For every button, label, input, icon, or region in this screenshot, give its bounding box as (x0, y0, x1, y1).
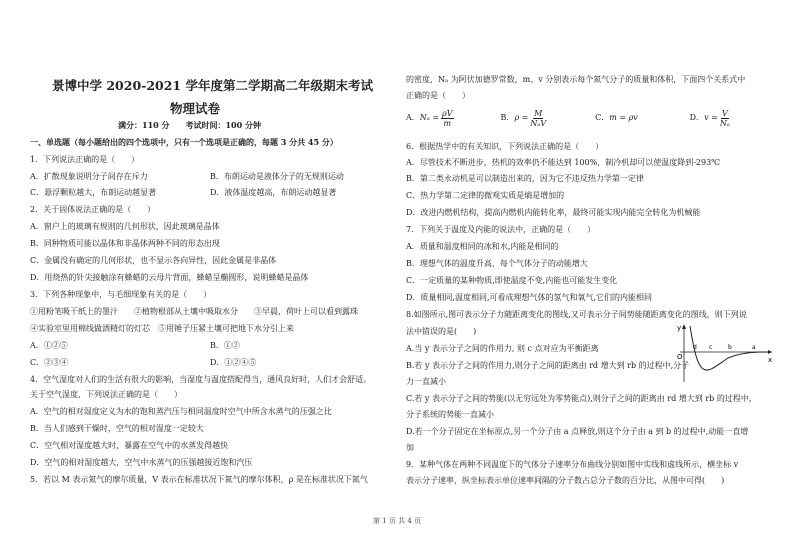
q3-options-row2 (30, 358, 256, 368)
q5-option-c[interactable]: C．m = ρv (595, 113, 638, 122)
q5-stem-line3: 正确的是（ ） (406, 91, 470, 100)
q3-option-c[interactable]: C．②③④ (30, 358, 69, 367)
q1-option-b[interactable]: B．布朗运动是液体分子的无规则运动 (210, 172, 344, 181)
page-footer: 第 1 页 共 4 页 (372, 517, 422, 525)
q3-option-a[interactable]: A．①②⑤ (30, 341, 68, 350)
q6-option-b[interactable]: B．第二类永动机是可以制造出来的，因为它不违反热力学第一定律 (406, 174, 644, 183)
q3-options-row1 (30, 341, 240, 351)
q4-option-a[interactable]: A．空气的相对湿度定义为水的饱和蒸汽压与相同温度时空气中所含水蒸气的压强之比 (30, 407, 332, 416)
q2-option-c[interactable]: C．金属没有确定的几何形状，也不显示各向异性，因此金属是非晶体 (30, 256, 277, 265)
q9-stem-line2: 表示分子速率，纵坐标表示单位速率间隔的分子数占总分子数的百分比，从图中可得( ) (406, 476, 725, 485)
q1-option-a[interactable]: A．扩散现象说明分子间存在斥力 (30, 172, 148, 181)
q5-stem-line2: 的密度，Nₐ 为阿伏加德罗常数，m、v 分别表示每个氮气分子的质量和体积，下面四个关系式中 (406, 75, 746, 84)
q4-option-d[interactable]: D．空气的相对湿度越大，空气中水蒸气的压强越接近饱和汽压 (30, 458, 253, 467)
q8-option-a[interactable]: A.当 y 表示分子之间的作用力, 则 c 点对应为平衡距离 (406, 344, 599, 353)
q5-option-d[interactable]: D．v = $\frac{V}{\text{Nₐ}}$ (689, 108, 730, 128)
graph-point-b: b (728, 344, 732, 351)
q7-option-c[interactable]: C．一定质量的某种物质,即使温度不变,内能也可能发生变化 (406, 276, 618, 285)
q7-stem: 7．下列关于温度及内能的说法中，正确的是（ ） (406, 225, 596, 234)
q6-option-a[interactable]: A．尽管技术不断进步，热机的效率仍不能达到 100%，制冷机却可以使温度降到-293℃ (406, 158, 721, 167)
q4-option-c[interactable]: C．空气相对湿度越大时，暴露在空气中的水蒸发得越快 (30, 441, 229, 450)
q8-option-c-line1[interactable]: C.若 y 表示分子之间的势能(以无穷远处为零势能点),则分子之间的距离由 rd 增大到 rb 的过程中, (406, 394, 752, 403)
q6-stem: 6．根据热学中的有关知识，下列说法正确的是（ ） (406, 142, 604, 151)
q8-stem-line2: 法中错误的是( ) (406, 327, 477, 336)
q2-option-b[interactable]: B．同种物质可能以晶体和非晶体两种不同的形态出现 (30, 239, 220, 248)
q1-option-c[interactable]: C．悬浮颗粒越大，布朗运动越显著 (30, 188, 157, 197)
q9-stem-line1: 9．某种气体在两种不同温度下的气体分子速率分布曲线分别如图中实线和虚线所示，横坐标 v (406, 460, 739, 469)
q8-option-d-line1[interactable]: D.若一个分子固定在坐标原点,另一个分子由 a 点释放,则这个分子由 a 到 b 的过程中,动能一直增 (406, 427, 749, 436)
q5-options (406, 108, 782, 128)
q8-stem-line1: 8.如图所示,图可表示分子力随距离变化的图线,又可表示分子间势能随距离变化的图线，则下列说 (406, 310, 747, 319)
graph-point-c: c (709, 344, 713, 351)
q2-stem: 2．关于固体说法正确的是（ ） (30, 205, 156, 214)
q4-stem-line2: 关于空气湿度，下列说法正确的是（ ） (30, 390, 182, 399)
q1-options-row2 (30, 188, 336, 198)
q8-option-d-line2: 加 (406, 443, 414, 452)
x-axis-arrow-icon (768, 350, 772, 354)
q7-option-b[interactable]: B．理想气体的温度升高，每个气体分子的动能增大 (406, 259, 588, 268)
q5-stem-line1: 5．若以 M 表示氮气的摩尔质量，V 表示在标准状况下氮气的摩尔体积，ρ 是在标准状况下氮气 (30, 475, 368, 484)
q6-option-c[interactable]: C．热力学第二定律的微观实质是熵是增加的 (406, 191, 565, 200)
q3-stem: 3．下列各种现象中，与毛细现象有关的是（ ） (30, 290, 212, 299)
q3-line1: ①用粉笔吸干纸上的墨汁 ②植物根部从土壤中吸取水分 ③早晨，荷叶上可以看到露珠 (30, 307, 358, 316)
graph-x-label: x (768, 356, 773, 364)
graph-point-a: a (752, 344, 756, 351)
q4-option-b[interactable]: B．当人们感到干燥时，空气的相对湿度一定较大 (30, 424, 204, 433)
q5-option-a[interactable]: A．Nₐ = $\frac{\rho V}{m}$ (406, 108, 453, 128)
q8-force-graph (676, 322, 776, 384)
exam-subtitle: 物理试卷 (170, 101, 221, 116)
score-line: 满分：110 分 考试时间：100 分钟 (118, 120, 261, 130)
y-axis-arrow-icon (682, 324, 686, 329)
graph-y-label: y (677, 324, 682, 332)
q6-option-d[interactable]: D．改进内燃机结构，提高内燃机内能转化率，最终可能实现内能完全转化为机械能 (406, 208, 701, 217)
q1-stem: 1．下列说法正确的是（ ） (30, 155, 140, 164)
q8-option-c-line2: 分子系统的势能一直减小 (406, 410, 494, 419)
graph-origin-label: O (677, 353, 683, 361)
q3-option-d[interactable]: D．①②④⑤ (210, 358, 257, 367)
q2-option-d[interactable]: D．用烧热的针尖接触涂有蜂蜡的云母片背面，蜂蜡呈椭圆形，说明蜂蜡是晶体 (30, 273, 309, 282)
q8-option-b-line1[interactable]: B.若 y 表示分子之间的作用力,则分子之间的距离由 rd 增大到 rb 的过程中,分子 (406, 361, 690, 370)
exam-title: 景博中学 2020-2021 学年度第二学期高二年级期末考试 (52, 78, 373, 93)
q4-stem-line1: 4．空气湿度对人们的生活有很大的影响，当湿度与温度搭配得当，通风良好时，人们才会舒适。 (30, 375, 372, 384)
q1-options-row1 (30, 172, 344, 182)
q7-option-d[interactable]: D．质量相同,温度相同,可看成理想气体的氢气和氧气,它们的内能相同 (406, 293, 653, 302)
section-heading: 一、单选题（每小题给出的四个选项中，只有一个选项是正确的，每题 3 分共 45 分） (30, 137, 338, 147)
q5-option-b[interactable]: B．ρ = $\frac{M}{\text{NₐV}}$ (500, 108, 547, 128)
q1-option-d[interactable]: D．液体温度越高，布朗运动越显著 (210, 188, 337, 197)
q8-option-b-line2: 力一直减小 (406, 377, 446, 386)
q7-option-a[interactable]: A．质量和温度相同的冰和水,内能是相同的 (406, 242, 559, 251)
q2-option-a[interactable]: A．窗户上的玻璃有规则的几何形状，因此玻璃是晶体 (30, 222, 220, 231)
graph-point-d: d (693, 344, 697, 351)
q3-option-b[interactable]: B．①② (210, 341, 240, 350)
q3-line2: ④实验室里用棉线做酒精灯的灯芯 ⑤用锤子压紧土壤可把地下水分引上来 (30, 324, 294, 333)
